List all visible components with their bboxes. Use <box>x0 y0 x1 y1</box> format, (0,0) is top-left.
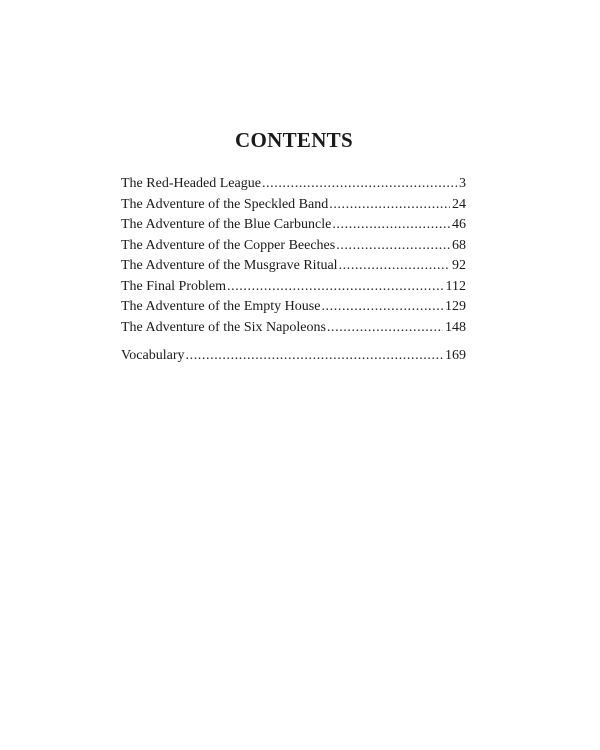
toc-entry <box>121 318 466 339</box>
toc-entry-page: 68 <box>452 237 466 253</box>
toc-entry-page: 3 <box>459 176 466 191</box>
toc-entry <box>121 236 466 257</box>
toc-entry-title: The Adventure of the Empty House <box>121 299 321 314</box>
toc-entry-title: The Adventure of the Speckled Band <box>121 196 329 212</box>
dot-leader <box>262 174 457 195</box>
toc-entry <box>121 297 466 318</box>
toc-entry-title: The Adventure of the Copper Beeches <box>121 237 336 253</box>
toc-entry-title: The Adventure of the Blue Carbuncle <box>121 217 332 232</box>
toc-entry-title: The Final Problem <box>121 278 226 294</box>
dot-leader <box>339 256 450 277</box>
toc-entry-page: 46 <box>452 217 466 232</box>
toc-entry <box>121 256 466 277</box>
toc-entry-page: 169 <box>445 348 466 363</box>
toc-entry-title: The Adventure of the Six Napoleons <box>121 319 326 335</box>
dot-leader <box>186 346 444 367</box>
toc-entry <box>121 277 466 298</box>
table-of-contents <box>121 174 466 367</box>
dot-leader <box>336 236 450 257</box>
dot-leader <box>329 195 450 216</box>
toc-entry-page: 24 <box>452 196 466 212</box>
dot-leader <box>327 318 443 339</box>
toc-entry-page: 148 <box>445 319 466 335</box>
toc-entry-page: 92 <box>452 258 466 273</box>
toc-entry-title: Vocabulary <box>121 348 185 363</box>
toc-entry-page: 129 <box>445 299 466 314</box>
toc-entry <box>121 195 466 216</box>
toc-entry-title: The Red-Headed League <box>121 176 261 191</box>
toc-entry <box>121 215 466 236</box>
toc-entry-page: 112 <box>445 278 466 294</box>
toc-entry-vocabulary <box>121 346 466 367</box>
dot-leader <box>332 215 450 236</box>
toc-entry-title: The Adventure of the Musgrave Ritual <box>121 258 338 273</box>
page-title: CONTENTS <box>235 128 353 152</box>
dot-leader <box>321 297 443 318</box>
toc-entry <box>121 174 466 195</box>
dot-leader <box>227 277 444 298</box>
